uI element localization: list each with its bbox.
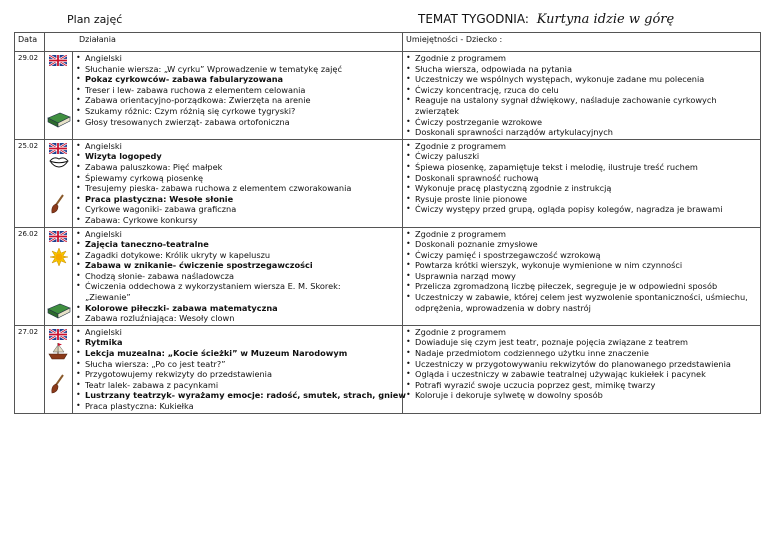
activity-item: [85, 173, 402, 184]
book-icon: [47, 303, 71, 319]
skill-item: • Potrafi wyrazić swoje uczucia poprzez gest, mimikę twarzy: [415, 380, 760, 391]
activity-text: „Ziewanie”: [85, 292, 131, 303]
activity-item: [85, 141, 402, 152]
activity-text: Zabawa: Cyrkowe konkursy: [85, 214, 198, 225]
uk-flag-icon: [49, 55, 67, 66]
skills-cell: [403, 227, 761, 325]
day-icons: [45, 139, 73, 227]
activity-text: Cyrkowe wagoniki- zabawa graficzna: [85, 204, 237, 215]
skill-item: • Słucha wiersza, odpowiada na pytania: [415, 64, 760, 75]
activity-item: [85, 359, 402, 370]
activity-item: [85, 239, 402, 250]
activity-item: [85, 390, 406, 401]
uk-flag-icon: [49, 143, 67, 154]
activity-item: [85, 337, 402, 348]
skills-cell: [403, 52, 761, 140]
activity-text: Praca plastyczna: Wesołe słonie: [85, 193, 234, 204]
activity-item: [85, 250, 402, 261]
activity-item: [85, 292, 402, 303]
skill-item: • Usprawnia narząd mowy: [415, 271, 760, 282]
activity-text: Przygotowujemy rekwizyty do przedstawienia: [85, 369, 272, 380]
ship-icon: [48, 342, 68, 360]
activity-text: Zabawa rozluźniająca: Wesoły clown: [85, 313, 235, 324]
activity-text: Głosy tresowanych zwierząt- zabawa ortofoniczna: [85, 116, 290, 127]
skill-item: • Rysuje proste linie pionowe: [415, 194, 760, 205]
activity-item: [85, 229, 402, 240]
skill-item: • Zgodnie z programem: [415, 53, 760, 64]
activity-item: [85, 151, 402, 162]
skill-item: • Ćwiczy pamięć i spostrzegawczość wzrokową: [415, 250, 760, 261]
activity-item: [85, 327, 402, 338]
skill-item: • Powtarza krótki wierszyk, wykonuje wymienione w nim czynności: [415, 260, 760, 271]
table-header: [15, 33, 761, 52]
week-theme: [418, 12, 674, 27]
activities-cell: [73, 325, 406, 413]
activities-header: Działania: [45, 33, 403, 52]
activity-text: Zajęcia taneczno-teatralne: [85, 239, 209, 250]
day-row: [15, 139, 761, 227]
skills-cell: [403, 325, 761, 413]
activity-text: Angielski: [85, 140, 122, 151]
activity-text: Tresujemy pieska- zabawa ruchowa z elementem czworakowania: [85, 183, 352, 194]
skill-item: • Ćwiczy paluszki: [415, 151, 760, 162]
skills-cell: [403, 139, 761, 227]
activity-text: Ćwiczenia oddechowa z wykorzystaniem wiersza E. M. Skorek:: [85, 281, 341, 292]
skill-item: • Śpiewa piosenkę, zapamiętuje tekst i melodię, ilustruje treść ruchem: [415, 162, 760, 173]
activity-item: [85, 117, 402, 128]
activity-item: [85, 53, 402, 64]
activity-text: Śpiewamy cyrkową piosenkę: [85, 172, 204, 183]
activity-item: [85, 106, 402, 117]
activities-cell: [73, 227, 403, 325]
plan-title: Plan zajęć: [67, 13, 123, 26]
activity-text: Pokaz cyrkowców- zabawa fabularyzowana: [85, 74, 284, 85]
activities-cell: [73, 139, 403, 227]
skill-item: • Reaguje na ustalony sygnał dźwiękowy, naśladuje zachowanie cyrkowych zwierzątek: [415, 95, 760, 116]
activity-item: [85, 194, 402, 205]
skill-item: • Wykonuje pracę plastyczną zgodnie z instrukcją: [415, 183, 760, 194]
day-icons: [45, 227, 73, 325]
activity-item: [85, 183, 402, 194]
lips-icon: [49, 155, 69, 168]
activity-item: [85, 85, 402, 96]
skill-item: • Doskonali sprawność ruchową: [415, 173, 760, 184]
activity-item: [85, 369, 402, 380]
activity-text: Teatr lalek- zabawa z pacynkami: [85, 379, 219, 390]
activity-item: [85, 95, 402, 106]
uk-flag-icon: [49, 231, 67, 242]
skill-item: • Uczestniczy w przygotowywaniu rekwizytów do planowanego przedstawienia: [415, 359, 760, 370]
activity-text: Angielski: [85, 228, 122, 239]
activity-text: Słucha wiersza: „Po co jest teatr?”: [85, 358, 226, 369]
activity-item: [85, 260, 402, 271]
book-icon: [47, 112, 71, 128]
skill-item: • Ćwiczy koncentrację, rzuca do celu: [415, 85, 760, 96]
activity-item: [85, 380, 402, 391]
activity-text: Szukamy różnic: Czym różnią się cyrkowe tygryski?: [85, 105, 296, 116]
day-row: [15, 52, 761, 140]
skill-item: • Ćwiczy postrzeganie wzrokowe: [415, 117, 760, 128]
activity-item: [85, 204, 402, 215]
activity-text: Treser i lew- zabawa ruchowa z elementem celowania: [85, 84, 306, 95]
activity-text: Rytmika: [85, 337, 123, 348]
activity-item: [85, 162, 402, 173]
skill-item: • Przelicza zgromadzoną liczbę piłeczek, segreguje je w odpowiedni sposób: [415, 281, 760, 292]
activity-text: Lustrzany teatrzyk- wyrażamy emocje: radość, smutek, strach, gniew: [85, 390, 406, 401]
activity-item: [85, 74, 402, 85]
day-date: 25.02: [15, 139, 45, 227]
activity-text: Praca plastyczna: Kukiełka: [85, 401, 194, 411]
day-icons: [45, 52, 73, 140]
activity-text: Wizyta logopedy: [85, 151, 162, 162]
activity-item: [85, 348, 402, 359]
skill-item: • Zgodnie z programem: [415, 229, 760, 240]
day-icons: [45, 325, 73, 413]
activity-item: [85, 215, 402, 226]
skill-item: • Ogląda i uczestniczy w zabawie teatralnej używając kukiełek i pacynek: [415, 369, 760, 380]
activity-item: [85, 271, 402, 282]
activity-text: Zabawa paluszkowa: Pięć małpek: [85, 161, 223, 172]
activity-item: [85, 64, 402, 75]
skill-item: • Uczestniczy we wspólnych występach, wykonuje zadane mu polecenia: [415, 74, 760, 85]
skill-item: • Dowiaduje się czym jest teatr, poznaje pojęcia związane z teatrem: [415, 337, 760, 348]
theme-label: TEMAT TYGODNIA:: [418, 12, 529, 26]
theme-text: Kurtyna idzie w górę: [536, 12, 675, 27]
activity-item: [85, 303, 402, 314]
skill-item: • Zgodnie z programem: [415, 141, 760, 152]
day-row: [15, 227, 761, 325]
activity-text: Kolorowe piłeczki- zabawa matematyczna: [85, 302, 278, 313]
day-row: [15, 325, 761, 413]
activity-text: Chodzą słonie- zabawa naśladowcza: [85, 270, 235, 281]
skill-item: • Ćwiczy występy przed grupą, ogląda popisy kolegów, nagradza je brawami: [415, 204, 760, 215]
day-date: 26.02: [15, 227, 45, 325]
activity-text: Angielski: [85, 326, 122, 337]
weekly-plan-table: [14, 32, 761, 414]
skill-item: • Zgodnie z programem: [415, 327, 760, 338]
activity-item: [85, 313, 402, 324]
paintbrush-icon: [50, 194, 66, 214]
skill-item: • Doskonali poznanie zmysłowe: [415, 239, 760, 250]
activity-text: Zagadki dotykowe: Królik ukryty w kapeluszu: [85, 249, 271, 260]
skills-header: Umiejętności - Dziecko :: [403, 33, 761, 52]
day-date: 29.02: [15, 52, 45, 140]
activity-item: [85, 281, 402, 292]
activity-text: Zabawa orientacyjno-porządkowa: Zwierzęta na arenie: [85, 95, 311, 106]
activity-text: Zabawa w znikanie- ćwiczenie spostrzegawczości: [85, 260, 313, 271]
skill-item: • Nadaje przedmiotom codziennego użytku inne znaczenie: [415, 348, 760, 359]
activity-item: [85, 401, 402, 412]
day-date: 27.02: [15, 325, 45, 413]
sun-icon: [50, 248, 68, 266]
skill-item: • Uczestniczy w zabawie, której celem jest wyzwolenie spontaniczności, uśmiechu, odprężenia, wprowadzenia w dobry nastrój: [415, 292, 760, 313]
activity-text: Słuchanie wiersza: „W cyrku” Wprowadzenie w tematykę zajęć: [85, 63, 342, 74]
paintbrush-icon: [50, 374, 66, 394]
skill-item: • Doskonali sprawności narządów artykulacyjnych: [415, 127, 760, 138]
activity-text: Angielski: [85, 53, 122, 63]
uk-flag-icon: [49, 329, 67, 340]
activity-text: Lekcja muzealna: „Kocie ścieżki” w Muzeum Narodowym: [85, 348, 348, 359]
date-header: Data: [15, 33, 45, 52]
skill-item: • Koloruje i dekoruje sylwetę w dowolny sposób: [415, 390, 760, 401]
activities-cell: [73, 52, 403, 140]
